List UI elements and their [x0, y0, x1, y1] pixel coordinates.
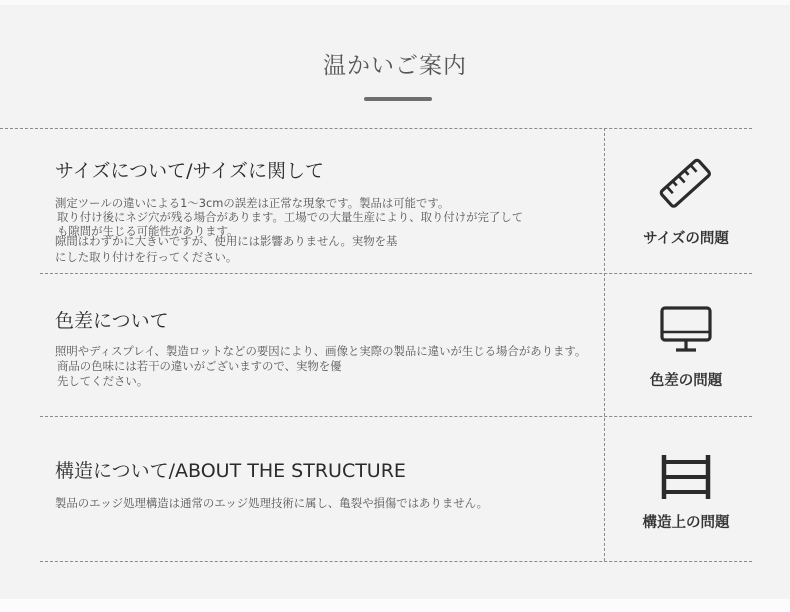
section-title-structure: 構造について/ABOUT THE STRUCTURE [55, 460, 406, 482]
divider-1 [40, 273, 752, 274]
color-text-line: 商品の色味には若干の違いがございますので、実物を優 [57, 359, 342, 373]
structure-text-line: 製品のエッジ処理構造は通常のエッジ処理技術に属し、亀裂や損傷ではありません。 [55, 496, 489, 510]
size-text-line: にした取り付けを行ってください。 [55, 250, 238, 264]
size-issue-label: サイズの問題 [643, 231, 729, 247]
ruler-icon [658, 158, 714, 210]
color-text-line: 先してください。 [57, 374, 149, 388]
ladder-icon [660, 454, 712, 500]
size-text-line: 測定ツールの違いによる1〜3cmの誤差は正常な現象です。製品は可能です。 [55, 196, 450, 210]
divider-2 [40, 416, 752, 417]
section-title-color: 色差について [55, 310, 169, 332]
divider-top [0, 128, 752, 129]
color-issue-label: 色差の問題 [649, 373, 723, 389]
section-title-size: サイズについて/サイズに関して [55, 160, 324, 182]
size-text-line: も隙間が生じる可能性があります。 [57, 224, 239, 238]
bottom-strip [0, 599, 790, 612]
page-title: 温かいご案内 [323, 53, 467, 79]
top-strip [0, 0, 790, 5]
size-text-line: 隙間はわずかに大きいですが、使用には影響ありません。実物を基 [55, 234, 398, 248]
column-divider [604, 128, 605, 561]
monitor-icon [659, 305, 713, 355]
structure-issue-label: 構造上の問題 [642, 515, 730, 531]
divider-bottom [40, 561, 752, 562]
color-text-line: 照明やディスプレイ、製造ロットなどの要因により、画像と実際の製品に違いが生じる場合があります。 [55, 344, 587, 358]
title-underline [364, 97, 432, 101]
size-text-line: 取り付け後にネジ穴が残る場合があります。工場での大量生産により、取り付けが完了して [57, 210, 524, 224]
